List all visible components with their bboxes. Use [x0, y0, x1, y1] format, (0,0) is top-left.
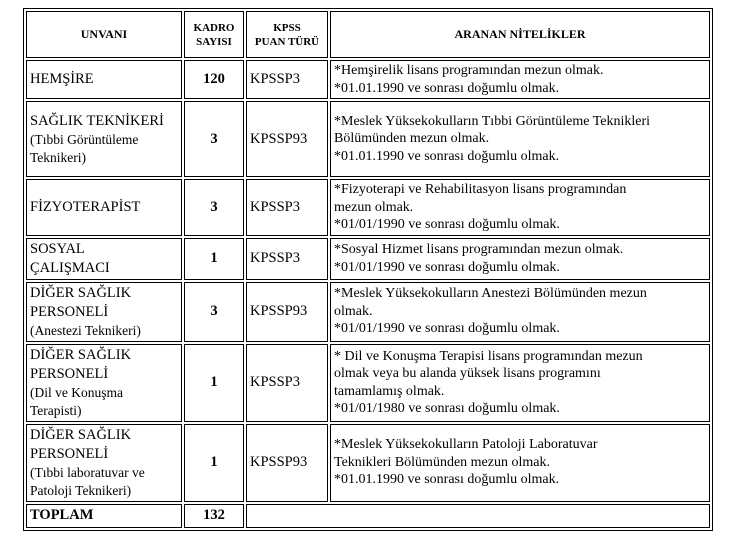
aranan-line: mezun olmak. — [334, 199, 414, 215]
unvan-line: (Anestezi Teknikeri) — [30, 322, 141, 338]
header-kpss: KPSS PUAN TÜRÜ — [246, 11, 328, 58]
aranan-cell — [330, 282, 710, 342]
aranan-line: *01.01.1990 ve sonrası doğumlu olmak. — [334, 148, 560, 164]
kpss-cell: KPSSP3 — [246, 344, 328, 422]
total-row — [26, 504, 710, 528]
header-kadro: KADRO SAYISI — [184, 11, 244, 58]
total-label: TOPLAM — [26, 504, 182, 528]
kadro-cell: 3 — [184, 179, 244, 236]
aranan-line: tamamlamış olmak. — [334, 383, 445, 399]
aranan-line: *Meslek Yüksekokulların Anestezi Bölümünden mezun — [334, 286, 647, 302]
unvan-cell — [26, 101, 182, 177]
aranan-line: *01.01.1990 ve sonrası doğumlu olmak. — [334, 80, 560, 96]
aranan-line: *01/01/1990 ve sonrası doğumlu olmak. — [334, 321, 560, 337]
unvan-line: HEMŞİRE — [30, 71, 94, 87]
unvan-line: Teknikeri) — [30, 149, 87, 165]
aranan-cell — [330, 238, 710, 280]
kadro-cell: 1 — [184, 238, 244, 280]
table-row — [26, 424, 710, 502]
aranan-line: olmak veya bu alanda yüksek lisans programını — [334, 366, 601, 381]
kpss-cell: KPSSP3 — [246, 179, 328, 236]
unvan-line: Patoloji Teknikeri) — [30, 482, 132, 498]
unvan-line: FİZYOTERAPİST — [30, 198, 141, 215]
table-row — [26, 179, 710, 236]
unvan-cell — [26, 179, 182, 236]
table-body — [26, 60, 710, 502]
unvan-line: ÇALIŞMACI — [30, 259, 110, 276]
kadro-cell: 3 — [184, 282, 244, 342]
unvan-line: (Dil ve Konuşma — [30, 384, 123, 400]
kadro-cell: 1 — [184, 424, 244, 502]
unvan-line: Terapisti) — [30, 402, 82, 418]
unvan-line: (Tıbbi Görüntüleme — [30, 131, 139, 147]
aranan-line: *01/01/1990 ve sonrası doğumlu olmak. — [334, 217, 560, 232]
aranan-line: *Meslek Yüksekokulların Tıbbi Görüntüleme Teknikleri — [334, 113, 651, 129]
aranan-line: *Meslek Yüksekokulların Patoloji Laboratuvar — [334, 437, 598, 453]
kpss-cell: KPSSP3 — [246, 60, 328, 99]
unvan-cell — [26, 238, 182, 280]
kpss-cell: KPSSP3 — [246, 238, 328, 280]
header-row — [26, 11, 710, 58]
kpss-cell: KPSSP93 — [246, 282, 328, 342]
aranan-line: Bölümünden mezun olmak. — [334, 131, 490, 147]
table-row — [26, 238, 710, 280]
kadro-cell: 1 — [184, 344, 244, 422]
kadro-cell: 120 — [184, 60, 244, 99]
table-row — [26, 344, 710, 422]
kadro-cell: 3 — [184, 101, 244, 177]
unvan-cell — [26, 424, 182, 502]
aranan-line: olmak. — [334, 303, 373, 319]
unvan-cell — [26, 282, 182, 342]
aranan-cell — [330, 101, 710, 177]
aranan-line: *01.01.1990 ve sonrası doğumlu olmak. — [334, 472, 560, 488]
unvan-line: PERSONELİ — [30, 365, 109, 382]
table-row — [26, 101, 710, 177]
aranan-cell — [330, 424, 710, 502]
unvan-line: SOSYAL — [30, 240, 85, 257]
unvan-line: PERSONELİ — [30, 303, 109, 320]
header-aranan: ARANAN NİTELİKLER — [330, 11, 710, 58]
kpss-cell: KPSSP93 — [246, 424, 328, 502]
aranan-line: *01/01/1990 ve sonrası doğumlu olmak. — [334, 259, 560, 275]
aranan-line: * Dil ve Konuşma Terapisi lisans programından mezun — [334, 348, 643, 364]
aranan-line: *01/01/1980 ve sonrası doğumlu olmak. — [334, 401, 560, 416]
unvan-cell — [26, 60, 182, 99]
unvan-line: DİĞER SAĞLIK — [30, 346, 132, 363]
table-row — [26, 282, 710, 342]
total-value: 132 — [184, 504, 244, 528]
aranan-cell — [330, 344, 710, 422]
aranan-line: Teknikleri Bölümünden mezun olmak. — [334, 454, 550, 470]
table-row — [26, 60, 710, 99]
unvan-line: DİĞER SAĞLIK — [30, 284, 132, 301]
aranan-line: *Fizyoterapi ve Rehabilitasyon lisans programından — [334, 182, 627, 197]
aranan-cell — [330, 179, 710, 236]
aranan-line: *Sosyal Hizmet lisans programından mezun olmak. — [334, 242, 624, 257]
total-empty-cell — [246, 504, 710, 528]
header-unvan: UNVANI — [26, 11, 182, 58]
unvan-line: (Tıbbi laboratuvar ve — [30, 464, 145, 480]
unvan-line: DİĞER SAĞLIK — [30, 426, 132, 443]
unvan-cell — [26, 344, 182, 422]
unvan-line: SAĞLIK TEKNİKERİ — [30, 112, 164, 129]
kpss-cell: KPSSP93 — [246, 101, 328, 177]
aranan-cell — [330, 60, 710, 99]
staff-table — [23, 8, 713, 531]
aranan-line: *Hemşirelik lisans programından mezun olmak. — [334, 63, 604, 78]
unvan-line: PERSONELİ — [30, 445, 109, 462]
